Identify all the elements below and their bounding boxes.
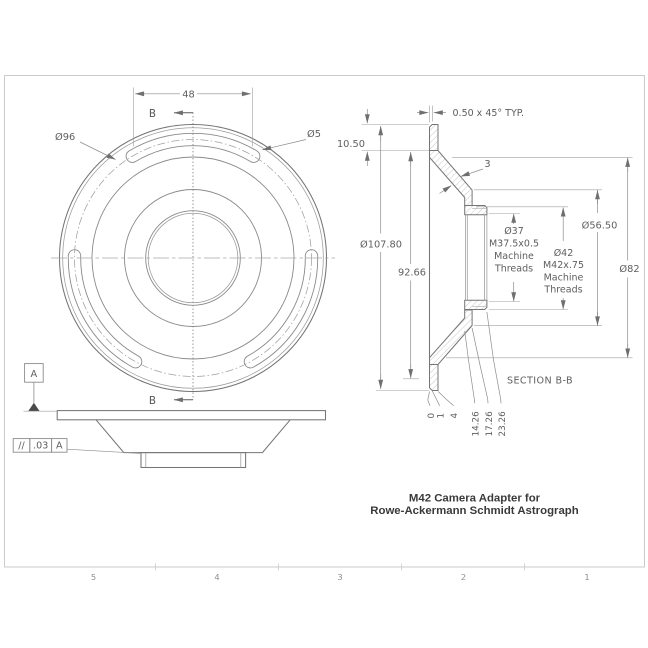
slot-right	[244, 250, 318, 368]
arc-slots	[68, 133, 317, 368]
dim-48-text: 48	[182, 89, 195, 101]
datum-feature-a	[24, 364, 58, 412]
front-view	[51, 88, 335, 408]
dim-d42-line2: M42x.75	[542, 260, 585, 271]
dim-3-text: 3	[484, 159, 491, 170]
parallelism-symbol-icon: //	[18, 440, 25, 452]
dim-d42-line3: Machine	[543, 272, 584, 284]
chamfer-note-text: 0.50 x 45° TYP.	[452, 108, 525, 120]
dim-d82-text: Ø82	[619, 263, 640, 275]
depth-label-14-26: 14.26	[471, 411, 482, 437]
dimension-d82	[446, 157, 640, 357]
title-line-2: Rowe-Ackermann Schmidt Astrograph	[370, 504, 579, 517]
zone-number-4: 4	[214, 571, 220, 582]
datum-triangle-icon	[28, 403, 39, 411]
title-line-1: M42 Camera Adapter for	[408, 492, 541, 505]
dim-10-50-text: 10.50	[336, 138, 365, 150]
flange-profile	[57, 411, 325, 420]
zone-number-1: 1	[584, 571, 590, 582]
dim-d96-text: Ø96	[55, 132, 76, 143]
dim-d37-line1: Ø37	[504, 226, 524, 237]
section-arrow-bottom	[149, 395, 193, 407]
section-arrow-top	[149, 108, 193, 120]
flange-section-bottom	[430, 365, 439, 391]
depth-label-23-26: 23.26	[497, 411, 508, 437]
dim-d37-line4: Threads	[494, 263, 534, 275]
fcf-datum-ref: A	[56, 440, 63, 452]
dim-d37-line2: M37.5x0.5	[488, 238, 540, 250]
label-diameter-96	[55, 131, 116, 160]
fcf-tolerance: .03	[33, 440, 49, 452]
drawing-title	[370, 493, 578, 517]
datum-a-label: A	[30, 369, 38, 380]
dimension-chamfer	[417, 106, 524, 123]
dim-d56-50-text: Ø56.50	[581, 220, 618, 232]
section-view	[337, 106, 640, 437]
bore-edges	[466, 215, 487, 300]
dimension-d37	[489, 214, 539, 302]
zone-number-3: 3	[337, 571, 343, 582]
side-view	[13, 364, 325, 468]
tube-profile	[141, 453, 246, 468]
depth-label-0: 0	[426, 412, 437, 419]
flange-section-top	[430, 125, 439, 151]
slot-left	[68, 250, 142, 368]
dim-d37-line3: Machine	[494, 251, 534, 262]
depth-label-17-26: 17.26	[484, 411, 495, 437]
dim-d5-text: Ø5	[307, 129, 321, 140]
tube-wall-bottom	[465, 300, 487, 309]
dim-d107-80-text: Ø107.80	[360, 239, 402, 251]
dim-d42-line4: Threads	[544, 284, 583, 296]
dimension-d107-80	[360, 126, 429, 391]
zone-number-2: 2	[460, 571, 467, 582]
cone-profile	[96, 420, 290, 453]
zone-number-5: 5	[90, 571, 97, 582]
dimension-92-66	[398, 152, 426, 379]
section-letter-bottom: B	[148, 395, 157, 407]
feature-control-frame	[13, 439, 140, 454]
depth-label-1: 1	[436, 412, 447, 419]
cone-section-top	[430, 151, 473, 206]
depth-label-4: 4	[450, 412, 461, 419]
label-diameter-5	[262, 128, 321, 150]
dim-92-66-text: 92.66	[397, 267, 427, 279]
section-view-title: SECTION B-B	[506, 375, 574, 387]
section-letter-top: B	[148, 108, 157, 120]
dim-d42-line1: Ø42	[553, 248, 574, 259]
dimension-10-50	[337, 109, 429, 166]
